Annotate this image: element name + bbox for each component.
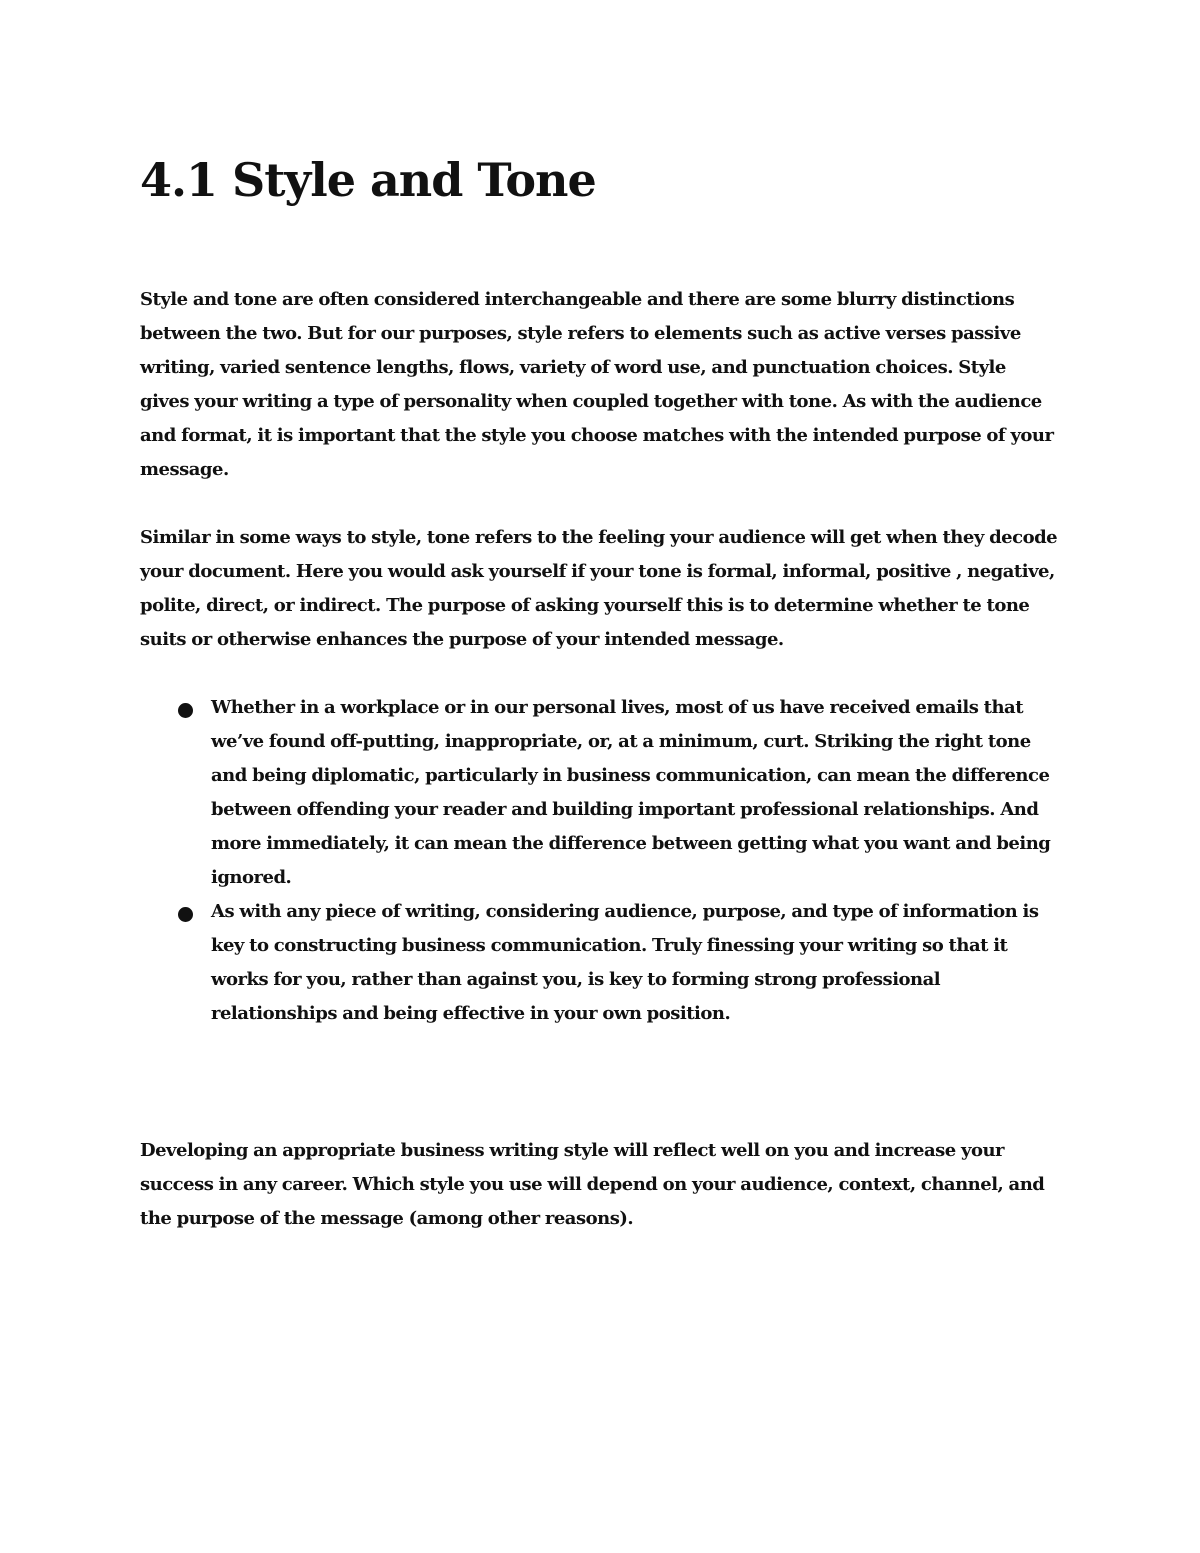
bullet-icon — [178, 703, 193, 718]
list-item — [140, 691, 1060, 895]
paragraph-conclusion: Developing an appropriate business writing style will reflect well on you and increase your success in any career. Which style you use will depend on your audience, context, channel, and the purpose of the message (among other reasons). — [140, 1140, 1045, 1229]
bullet-list — [140, 691, 1060, 1031]
list-item-text: As with any piece of writing, considering audience, purpose, and type of information is key to constructing business communication. Truly finessing your writing so that it works for you, rather than against you, is key to forming strong professional relationships and being effective in your own position. — [211, 901, 1039, 1024]
page-title: 4.1 Style and Tone — [140, 153, 596, 207]
bullet-icon — [178, 907, 193, 922]
paragraph-tone-definition: Similar in some ways to style, tone refers to the feeling your audience will get when they decode your document. Here you would ask yourself if your tone is formal, informal, positive , negative, polite, direct, or indirect. The purpose of asking yourself this is to determine whether te tone suits or otherwise enhances the purpose of your intended message. — [140, 527, 1058, 650]
paragraph-style-definition: Style and tone are often considered interchangeable and there are some blurry distinctions between the two. But for our purposes, style refers to elements such as active verses passive writing, varied sentence lengths, flows, variety of word use, and punctuation choices. Style gives your writing a type of personality when coupled together with tone. As with the audience and format, it is important that the style you choose matches with the intended purpose of your message. — [140, 289, 1054, 480]
list-item-text: Whether in a workplace or in our personal lives, most of us have received emails that we’ve found off-putting, inappropriate, or, at a minimum, curt. Striking the right tone and being diplomatic, particularly in business communication, can mean the difference between offending your reader and building important professional relationships. And more immediately, it can mean the difference between getting what you want and being ignored. — [211, 697, 1051, 888]
list-item — [140, 895, 1060, 1031]
